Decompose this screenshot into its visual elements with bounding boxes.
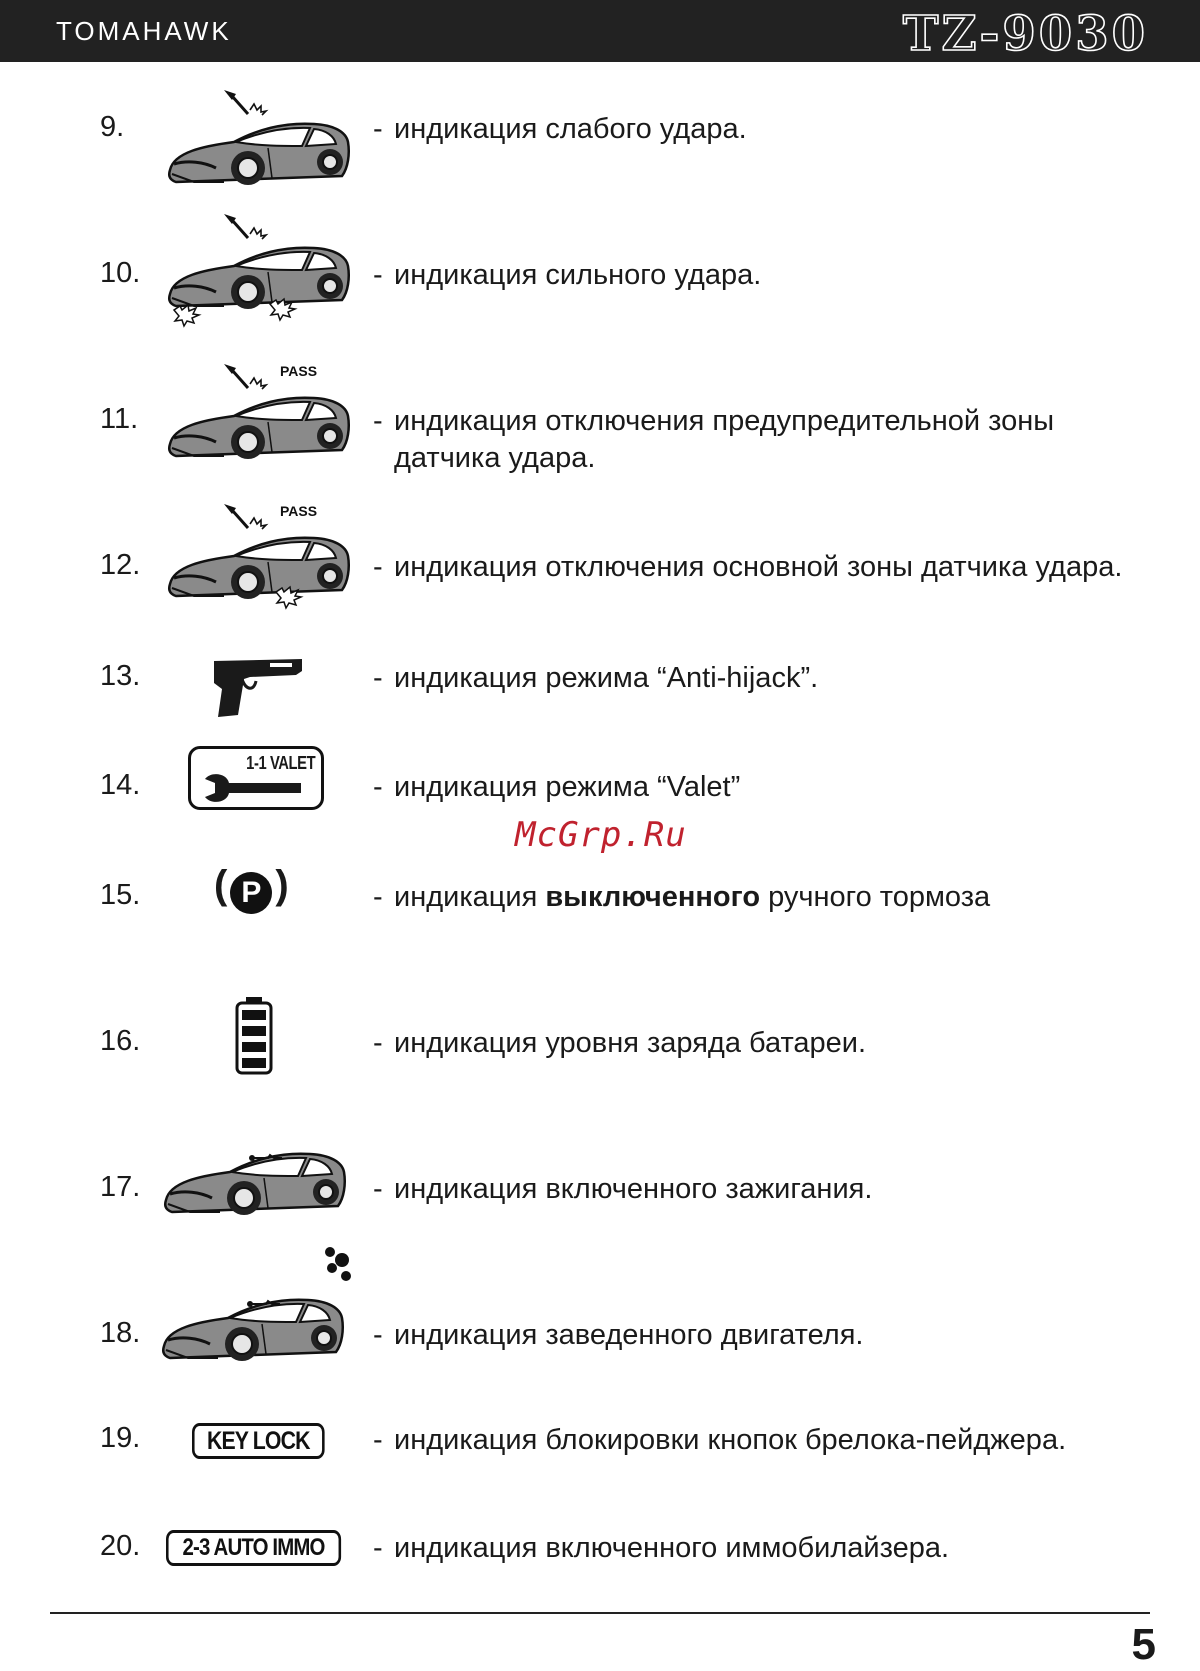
item-number: 15. — [100, 879, 141, 911]
item-description — [373, 660, 1148, 697]
description-text: индикация уровня заряда батареи. — [394, 1027, 867, 1059]
car-engine-running-icon — [156, 1244, 356, 1372]
description-text: индикация блокировки кнопок брелока-пейджера. — [394, 1424, 1067, 1456]
key-lock-label: KEY LOCK — [192, 1423, 325, 1459]
dash: - — [373, 551, 383, 583]
item-description — [373, 769, 1148, 806]
description-text: индикация включенного зажигания. — [394, 1173, 873, 1205]
dash: - — [373, 1424, 383, 1456]
item-number: 9. — [100, 111, 125, 143]
watermark: McGrp.Ru — [515, 815, 687, 855]
dash: - — [373, 1027, 383, 1059]
text-after: ручного тормоза — [760, 881, 991, 913]
parking-label: P — [230, 872, 272, 914]
auto-immo-label: 2-3 AUTO IMMO — [166, 1530, 341, 1566]
model-name: TZ-9030 — [902, 6, 1148, 62]
item-number: 16. — [100, 1025, 141, 1057]
car-pass-warning-zone-icon — [160, 358, 356, 466]
car-strong-impact-icon — [160, 208, 356, 332]
parking-brake-icon: ( P ) — [214, 864, 289, 914]
auto-immo-icon — [166, 1530, 372, 1566]
key-lock-icon — [190, 1423, 348, 1459]
item-description — [373, 403, 1148, 477]
car-ignition-key-icon — [158, 1136, 354, 1226]
description-text: индикация заведенного двигателя. — [394, 1319, 864, 1351]
dash: - — [373, 1319, 383, 1351]
description-text: индикация отключения основной зоны датчика удара. — [394, 551, 1123, 583]
description-text: индикация слабого удара. — [394, 113, 747, 145]
page-number: 5 — [1131, 1620, 1156, 1669]
item-description — [373, 111, 1148, 148]
description-text — [376, 879, 1148, 916]
footer-divider — [50, 1612, 1150, 1614]
battery-icon — [234, 996, 274, 1076]
item-number: 13. — [100, 660, 141, 692]
wrench-icon — [201, 773, 313, 803]
dash: - — [373, 771, 383, 803]
item-description — [373, 1422, 1148, 1459]
item-number: 12. — [100, 549, 141, 581]
brand-name: TOMAHAWK — [56, 16, 232, 46]
description-text: индикация отключения предупредительной зоны датчика удара. — [394, 405, 1055, 474]
item-number: 11. — [100, 403, 139, 435]
dash: - — [373, 405, 383, 437]
item-description — [373, 1530, 1148, 1567]
item-number: 20. — [100, 1530, 141, 1562]
item-description — [373, 879, 1148, 916]
dash: - — [373, 113, 383, 145]
pass-label: PASS — [280, 363, 318, 379]
dash: - — [373, 1173, 383, 1205]
page-header — [0, 0, 1200, 62]
valet-wrench-icon — [188, 746, 324, 810]
description-text: индикация сильного удара. — [394, 259, 762, 291]
item-number: 14. — [100, 769, 141, 801]
description-text: индикация режима “Anti-hijack”. — [394, 662, 819, 694]
item-description — [373, 1025, 1148, 1062]
dash: - — [373, 259, 383, 291]
item-number: 10. — [100, 257, 141, 289]
pistol-icon — [210, 655, 306, 721]
valet-label: 1-1 VALET — [245, 753, 315, 773]
item-description — [373, 257, 1148, 294]
dash: - — [373, 881, 383, 913]
item-description — [373, 549, 1148, 586]
text-before: индикация — [394, 881, 546, 913]
dash: - — [373, 1532, 383, 1564]
item-number: 17. — [100, 1171, 141, 1203]
dash: - — [373, 662, 383, 694]
item-number: 18. — [100, 1317, 141, 1349]
description-text: индикация включенного иммобилайзера. — [394, 1532, 950, 1564]
pass-label: PASS — [280, 503, 318, 519]
car-pass-main-zone-icon — [160, 498, 356, 614]
item-number: 19. — [100, 1422, 141, 1454]
item-description — [373, 1171, 1148, 1208]
text-bold: выключенного — [545, 881, 761, 913]
item-description — [373, 1317, 1148, 1354]
car-light-impact-icon — [160, 86, 356, 190]
description-text: индикация режима “Valet” — [394, 771, 741, 803]
